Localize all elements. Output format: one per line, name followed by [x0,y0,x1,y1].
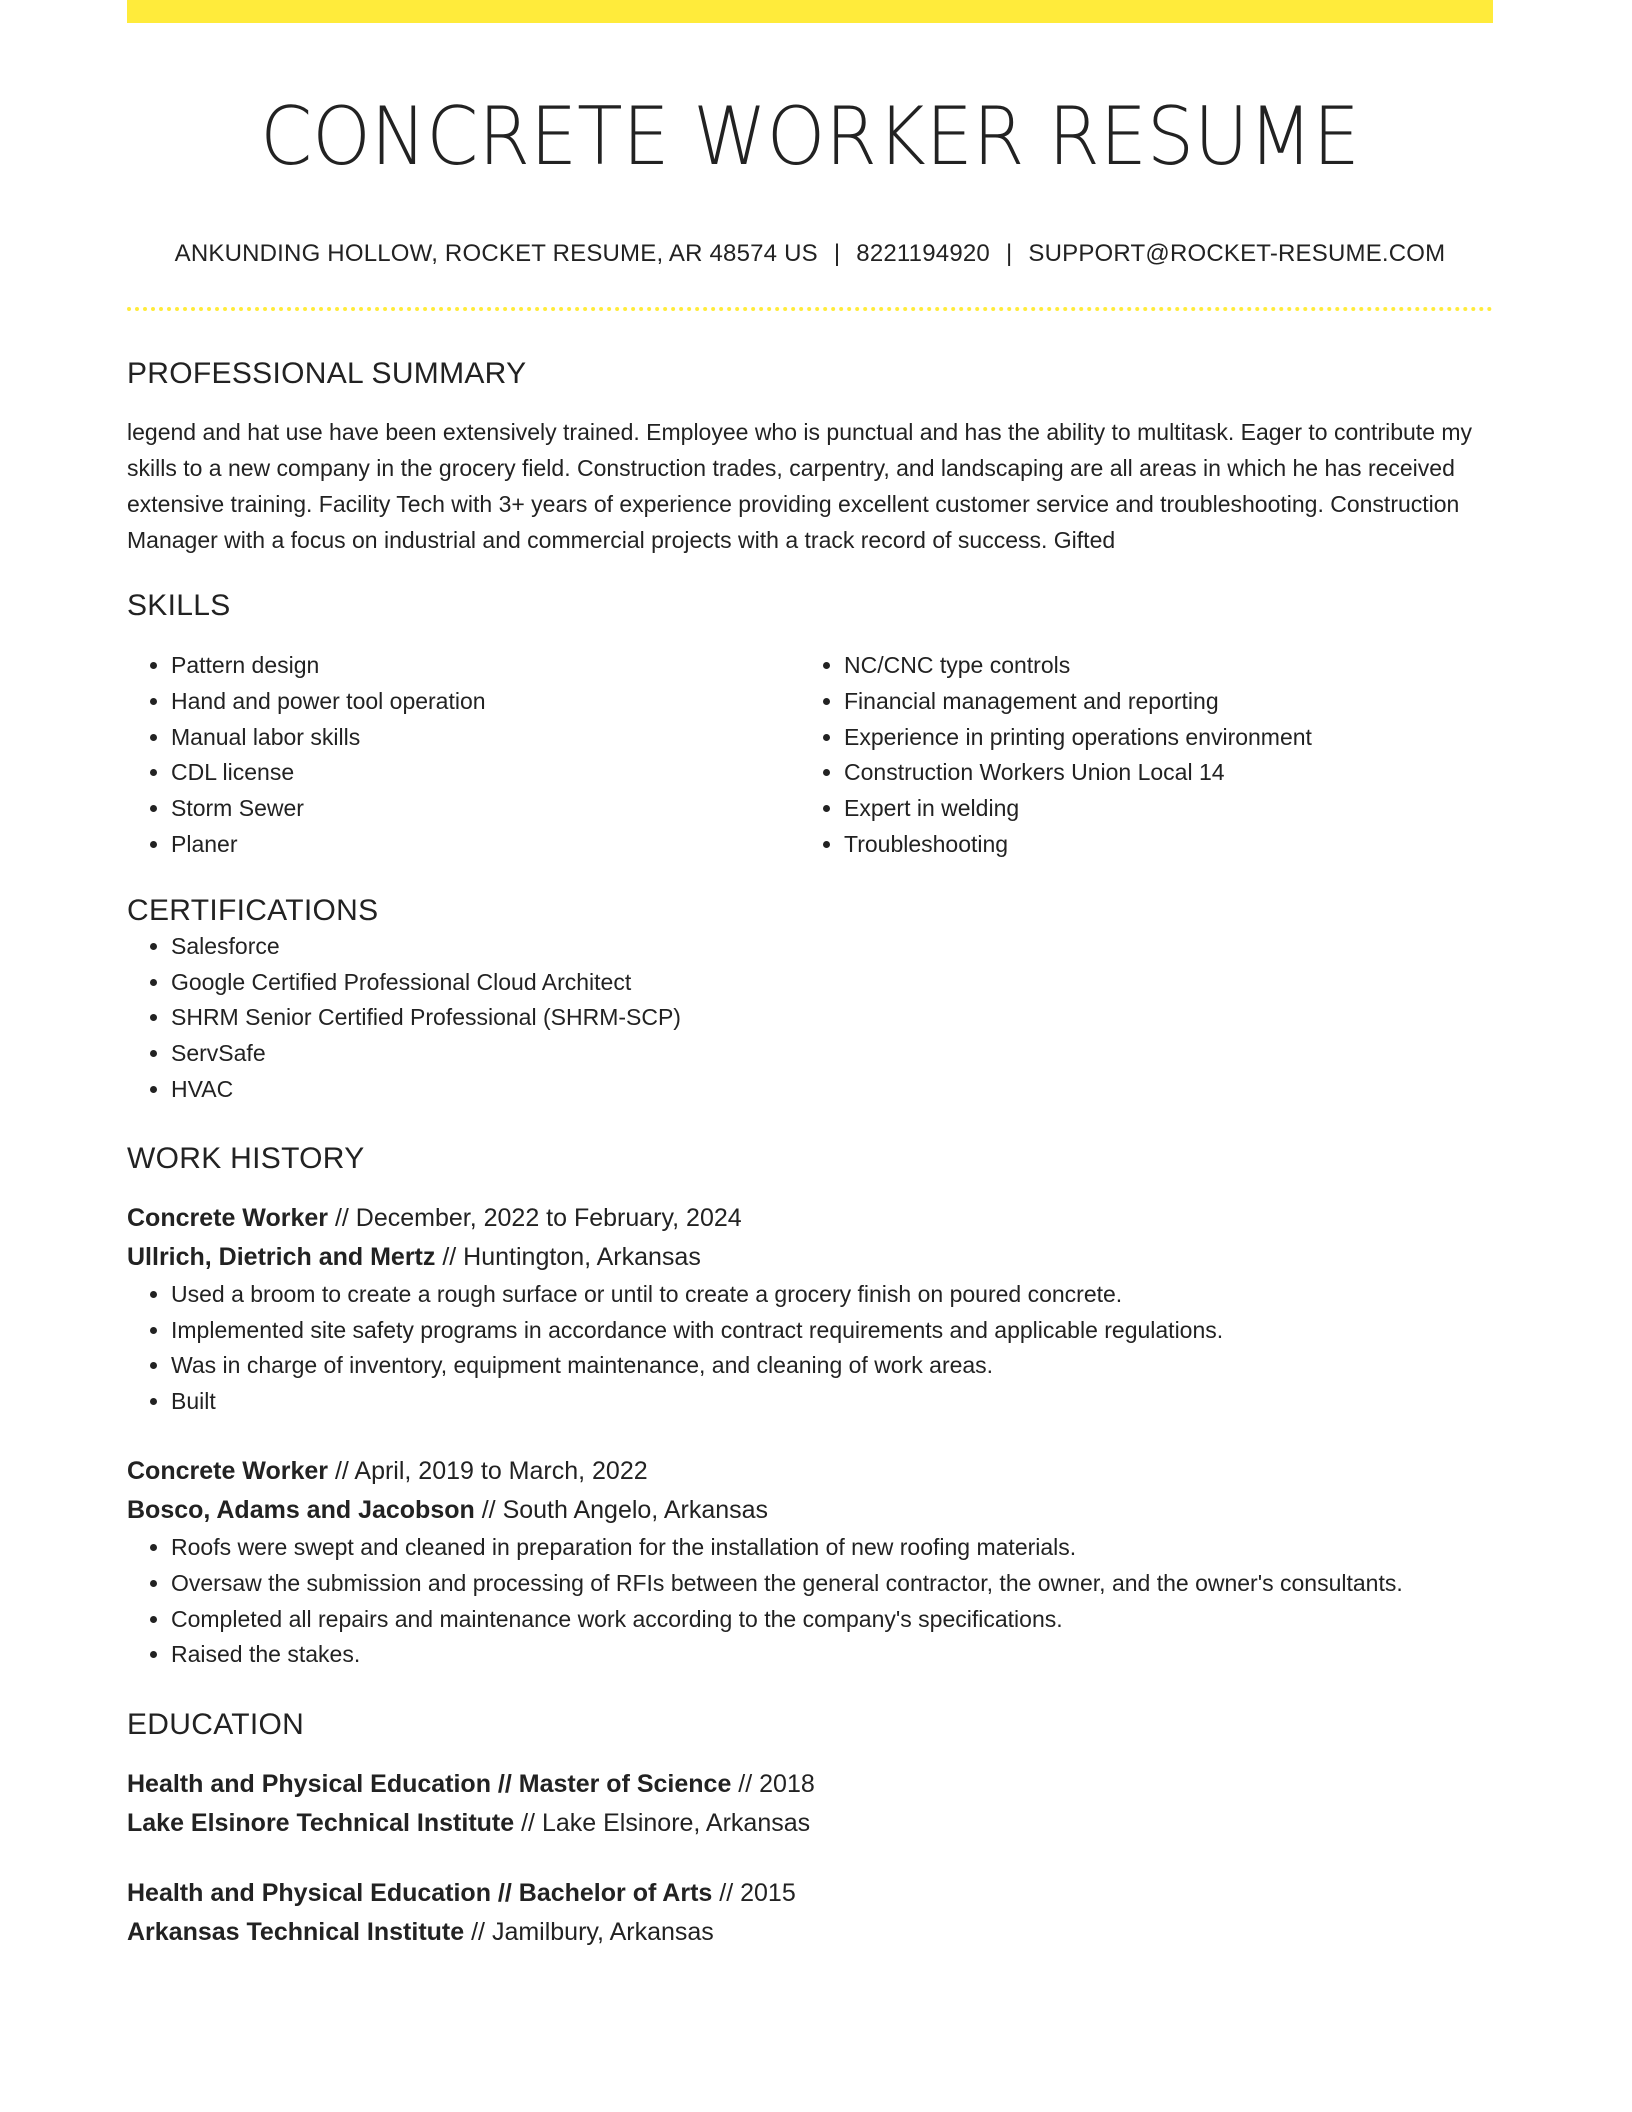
contact-email: SUPPORT@ROCKET-RESUME.COM [1028,240,1446,267]
certification-item: • SHRM Senior Certified Professional (SHRM-SCP) [171,1000,1493,1036]
job-dates: // April, 2019 to March, 2022 [328,1456,648,1485]
education-degree: Health and Physical Education // Master of Science [127,1770,732,1799]
top-accent-bar [127,0,1493,23]
summary-heading: PROFESSIONAL SUMMARY [127,357,527,390]
job-duty: • Used a broom to create a rough surface or until to create a grocery finish on poured concrete. [171,1277,1493,1313]
skill-item: • Storm Sewer [171,791,800,827]
work-history-heading: WORK HISTORY [127,1141,365,1175]
education-entry [127,1874,1493,1952]
education-location: // Jamilbury, Arkansas [464,1918,714,1947]
skill-item: • Planer [171,827,800,863]
education-entry [127,1765,1493,1843]
contact-address: ANKUNDING HOLLOW, ROCKET RESUME, AR 48574 US [174,240,818,267]
job-title: Concrete Worker [127,1456,328,1485]
skills-list-right [800,648,1473,863]
skill-item: • Expert in welding [844,791,1473,827]
job-title-line [127,1452,1493,1491]
certifications-list [127,929,1493,1108]
job-duty: • Implemented site safety programs in accordance with contract requirements and applicable regulations. [171,1313,1493,1349]
certification-item: • ServSafe [171,1036,1493,1072]
education-location: // Lake Elsinore, Arkansas [514,1809,811,1838]
contact-separator: | [833,240,841,267]
job-location: // South Angelo, Arkansas [474,1495,769,1524]
job-company: Ullrich, Dietrich and Mertz [127,1242,436,1271]
education-school: Arkansas Technical Institute [127,1918,465,1947]
education-degree-line [127,1765,1493,1804]
contact-line [127,239,1493,269]
skill-item: • Pattern design [171,648,800,684]
job-title: Concrete Worker [127,1203,328,1232]
job-company-line [127,1491,1493,1530]
skills-column-left [127,648,800,863]
job-entry [127,1199,1493,1420]
certification-item: • Salesforce [171,929,1493,965]
skill-item: • Manual labor skills [171,720,800,756]
skills-column-right [800,648,1473,863]
skill-item: • Experience in printing operations environment [844,720,1473,756]
skills-grid [127,648,1493,863]
contact-phone: 8221194920 [856,240,990,267]
education-year: // 2018 [731,1770,815,1799]
job-duty: • Built [171,1384,1493,1420]
education-school-line [127,1804,1493,1843]
dotted-divider [127,307,1493,311]
job-duty: • Raised the stakes. [171,1637,1493,1673]
job-location: // Huntington, Arkansas [435,1242,701,1271]
job-duty: • Was in charge of inventory, equipment maintenance, and cleaning of work areas. [171,1348,1493,1384]
resume-title: CONCRETE WORKER RESUME [260,90,1360,183]
summary-text: legend and hat use have been extensively trained. Employee who is punctual and has the ability to multitask. Eager to contribute my skills to a new company in the grocery field. Construction trades, carpentry, and landscaping are all areas in which he has received extensive training. Facility Tech with 3+ years of experience providing excellent customer service and troubleshooting. Construction Manager with a focus on industrial and commercial projects with a track record of success. Gifted [127,419,1473,553]
job-duties-list [127,1530,1493,1673]
job-duty: • Roofs were swept and cleaned in preparation for the installation of new roofing materials. [171,1530,1493,1566]
education-year: // 2015 [712,1879,796,1908]
skill-item: • Construction Workers Union Local 14 [844,755,1473,791]
job-entry [127,1452,1493,1673]
skill-item: • NC/CNC type controls [844,648,1473,684]
contact-separator: | [1005,240,1013,267]
job-duty: • Completed all repairs and maintenance work according to the company's specifications. [171,1602,1493,1638]
job-duty: • Oversaw the submission and processing of RFIs between the general contractor, the owner, and the owner's consultants. [171,1566,1493,1602]
skills-list-left [127,648,800,863]
job-company-line [127,1238,1493,1277]
job-duties-list [127,1277,1493,1420]
skill-item: • Troubleshooting [844,827,1473,863]
certification-item: • Google Certified Professional Cloud Architect [171,965,1493,1001]
skill-item: • CDL license [171,755,800,791]
job-company: Bosco, Adams and Jacobson [127,1495,475,1524]
job-dates: // December, 2022 to February, 2024 [328,1203,742,1232]
education-school: Lake Elsinore Technical Institute [127,1809,515,1838]
skill-item: • Hand and power tool operation [171,684,800,720]
skill-item: • Financial management and reporting [844,684,1473,720]
job-title-line [127,1199,1493,1238]
education-school-line [127,1913,1493,1952]
resume-page [127,0,1493,1952]
education-degree: Health and Physical Education // Bachelor of Arts [127,1879,713,1908]
skills-heading: SKILLS [127,589,231,622]
certification-item: • HVAC [171,1072,1493,1108]
education-degree-line [127,1874,1493,1913]
certifications-heading: CERTIFICATIONS [127,893,379,927]
education-heading: EDUCATION [127,1708,305,1742]
